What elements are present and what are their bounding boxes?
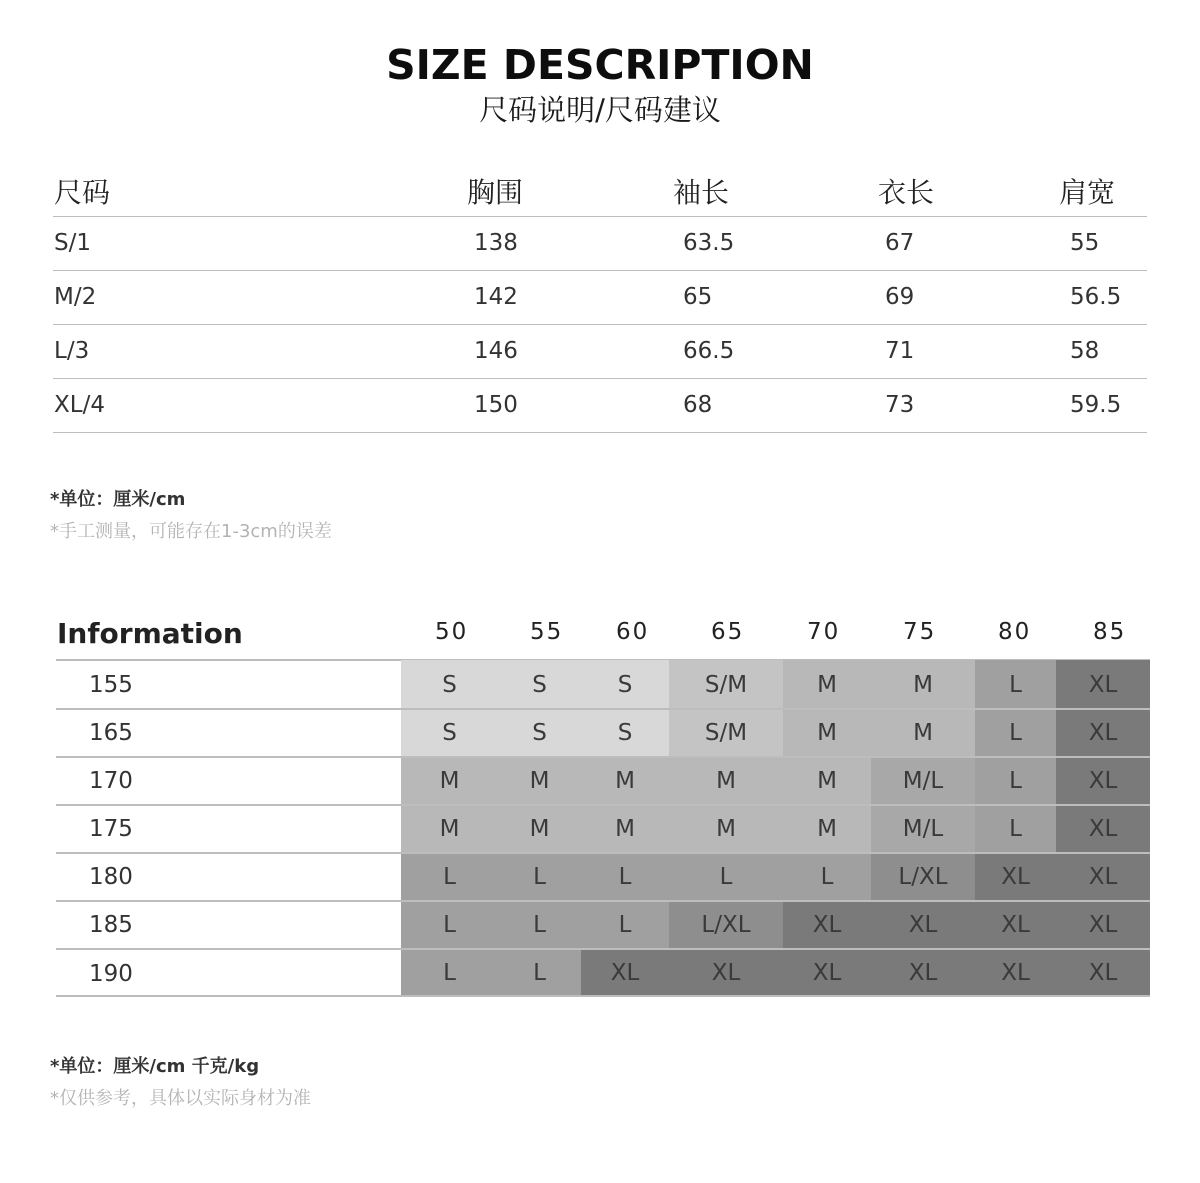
grid-cell: L [498, 852, 581, 900]
grid-cell: XL [975, 852, 1056, 900]
grid-cell: XL [1056, 708, 1150, 756]
table-row [53, 379, 1147, 433]
cell-shoulder: 59.5 [1070, 392, 1122, 418]
size-error-note: *手工测量，可能存在1-3cm的误差 [50, 521, 332, 542]
grid-cell: XL [581, 948, 669, 996]
grid-cell: S [498, 660, 581, 708]
grid-cell: XL [1056, 756, 1150, 804]
info-divider [56, 756, 1150, 758]
table-row [53, 217, 1147, 271]
grid-cell: XL [783, 900, 871, 948]
grid-cell: XL [871, 948, 975, 996]
grid-cell: M [783, 756, 871, 804]
cell-shoulder: 56.5 [1070, 284, 1122, 310]
grid-cell: L [975, 660, 1056, 708]
info-reference-note: *仅供参考，具体以实际身材为准 [50, 1088, 311, 1109]
grid-cell: M [401, 756, 498, 804]
grid-cell: L [498, 948, 581, 996]
grid-cell: M [581, 804, 669, 852]
height-label: 190 [89, 961, 133, 987]
weight-header: 60 [616, 619, 650, 645]
grid-cell: M/L [871, 756, 975, 804]
cell-size: S/1 [54, 230, 91, 256]
grid-cell: L [669, 852, 783, 900]
grid-cell: S [581, 708, 669, 756]
size-recommendation-grid [401, 660, 1150, 996]
grid-cell: L/XL [669, 900, 783, 948]
grid-cell: S [581, 660, 669, 708]
grid-cell: L [975, 804, 1056, 852]
grid-cell: S [498, 708, 581, 756]
grid-cell: M [401, 804, 498, 852]
grid-cell: L [581, 852, 669, 900]
cell-shoulder: 58 [1070, 338, 1100, 364]
weight-header: 80 [998, 619, 1032, 645]
grid-cell: L [975, 708, 1056, 756]
cell-sleeve: 66.5 [683, 338, 735, 364]
cell-length: 71 [885, 338, 915, 364]
grid-cell: XL [669, 948, 783, 996]
grid-cell: XL [975, 900, 1056, 948]
weight-header: 55 [530, 619, 564, 645]
table-row [53, 271, 1147, 325]
cell-sleeve: 65 [683, 284, 713, 310]
grid-cell: XL [1056, 948, 1150, 996]
height-label: 165 [89, 720, 133, 746]
height-label: 170 [89, 768, 133, 794]
grid-cell: M [871, 660, 975, 708]
grid-cell: XL [1056, 852, 1150, 900]
column-header-sleeve: 袖长 [673, 176, 730, 209]
info-divider [56, 708, 1150, 710]
grid-cell: L/XL [871, 852, 975, 900]
grid-cell: M [581, 756, 669, 804]
cell-shoulder: 55 [1070, 230, 1100, 256]
grid-cell: S [401, 660, 498, 708]
column-header-size: 尺码 [54, 176, 111, 209]
height-label: 175 [89, 816, 133, 842]
info-divider [56, 900, 1150, 902]
info-divider [56, 852, 1150, 854]
weight-header: 85 [1093, 619, 1127, 645]
grid-row [401, 708, 1150, 756]
grid-cell: M [783, 708, 871, 756]
height-label: 185 [89, 912, 133, 938]
grid-cell: L [975, 756, 1056, 804]
grid-cell: L [581, 900, 669, 948]
grid-row [401, 756, 1150, 804]
grid-cell: M [783, 660, 871, 708]
page-title: SIZE DESCRIPTION [386, 41, 814, 89]
cell-chest: 142 [474, 284, 518, 310]
grid-cell: XL [1056, 804, 1150, 852]
grid-cell: L [401, 900, 498, 948]
size-unit-note: *单位：厘米/cm [50, 489, 186, 510]
grid-cell: XL [1056, 900, 1150, 948]
cell-size: XL/4 [54, 392, 105, 418]
weight-header: 65 [711, 619, 745, 645]
grid-cell: XL [871, 900, 975, 948]
grid-cell: XL [1056, 660, 1150, 708]
column-header-shoulder: 肩宽 [1059, 176, 1116, 209]
cell-chest: 146 [474, 338, 518, 364]
cell-length: 67 [885, 230, 915, 256]
grid-cell: M [783, 804, 871, 852]
size-table [53, 165, 1147, 433]
cell-length: 73 [885, 392, 915, 418]
grid-cell: L [401, 852, 498, 900]
cell-size: M/2 [54, 284, 97, 310]
size-table-header [53, 165, 1147, 217]
grid-cell: S/M [669, 708, 783, 756]
weight-header: 70 [807, 619, 841, 645]
cell-sleeve: 63.5 [683, 230, 735, 256]
cell-size: L/3 [54, 338, 90, 364]
grid-cell: S/M [669, 660, 783, 708]
grid-cell: M [669, 804, 783, 852]
info-divider [56, 948, 1150, 950]
grid-cell: L [498, 900, 581, 948]
grid-cell: M [871, 708, 975, 756]
grid-cell: L [401, 948, 498, 996]
grid-row [401, 660, 1150, 708]
weight-header: 75 [903, 619, 937, 645]
cell-chest: 138 [474, 230, 518, 256]
grid-cell: S [401, 708, 498, 756]
info-unit-note: *单位：厘米/cm 千克/kg [50, 1056, 260, 1077]
grid-row [401, 900, 1150, 948]
cell-length: 69 [885, 284, 915, 310]
info-table-title: Information [57, 617, 243, 650]
cell-sleeve: 68 [683, 392, 713, 418]
grid-cell: L [783, 852, 871, 900]
column-header-length: 衣长 [878, 176, 935, 209]
info-divider [56, 804, 1150, 806]
height-label: 180 [89, 864, 133, 890]
height-label: 155 [89, 672, 133, 698]
grid-cell: XL [783, 948, 871, 996]
table-row [53, 325, 1147, 379]
column-header-chest: 胸围 [467, 176, 524, 209]
info-divider [56, 995, 1150, 997]
page-subtitle: 尺码说明/尺码建议 [479, 93, 721, 127]
grid-row [401, 948, 1150, 996]
grid-row [401, 852, 1150, 900]
grid-cell: M [669, 756, 783, 804]
grid-cell: M [498, 804, 581, 852]
cell-chest: 150 [474, 392, 518, 418]
weight-header: 50 [435, 619, 469, 645]
grid-cell: M/L [871, 804, 975, 852]
grid-cell: M [498, 756, 581, 804]
grid-cell: XL [975, 948, 1056, 996]
grid-row [401, 804, 1150, 852]
